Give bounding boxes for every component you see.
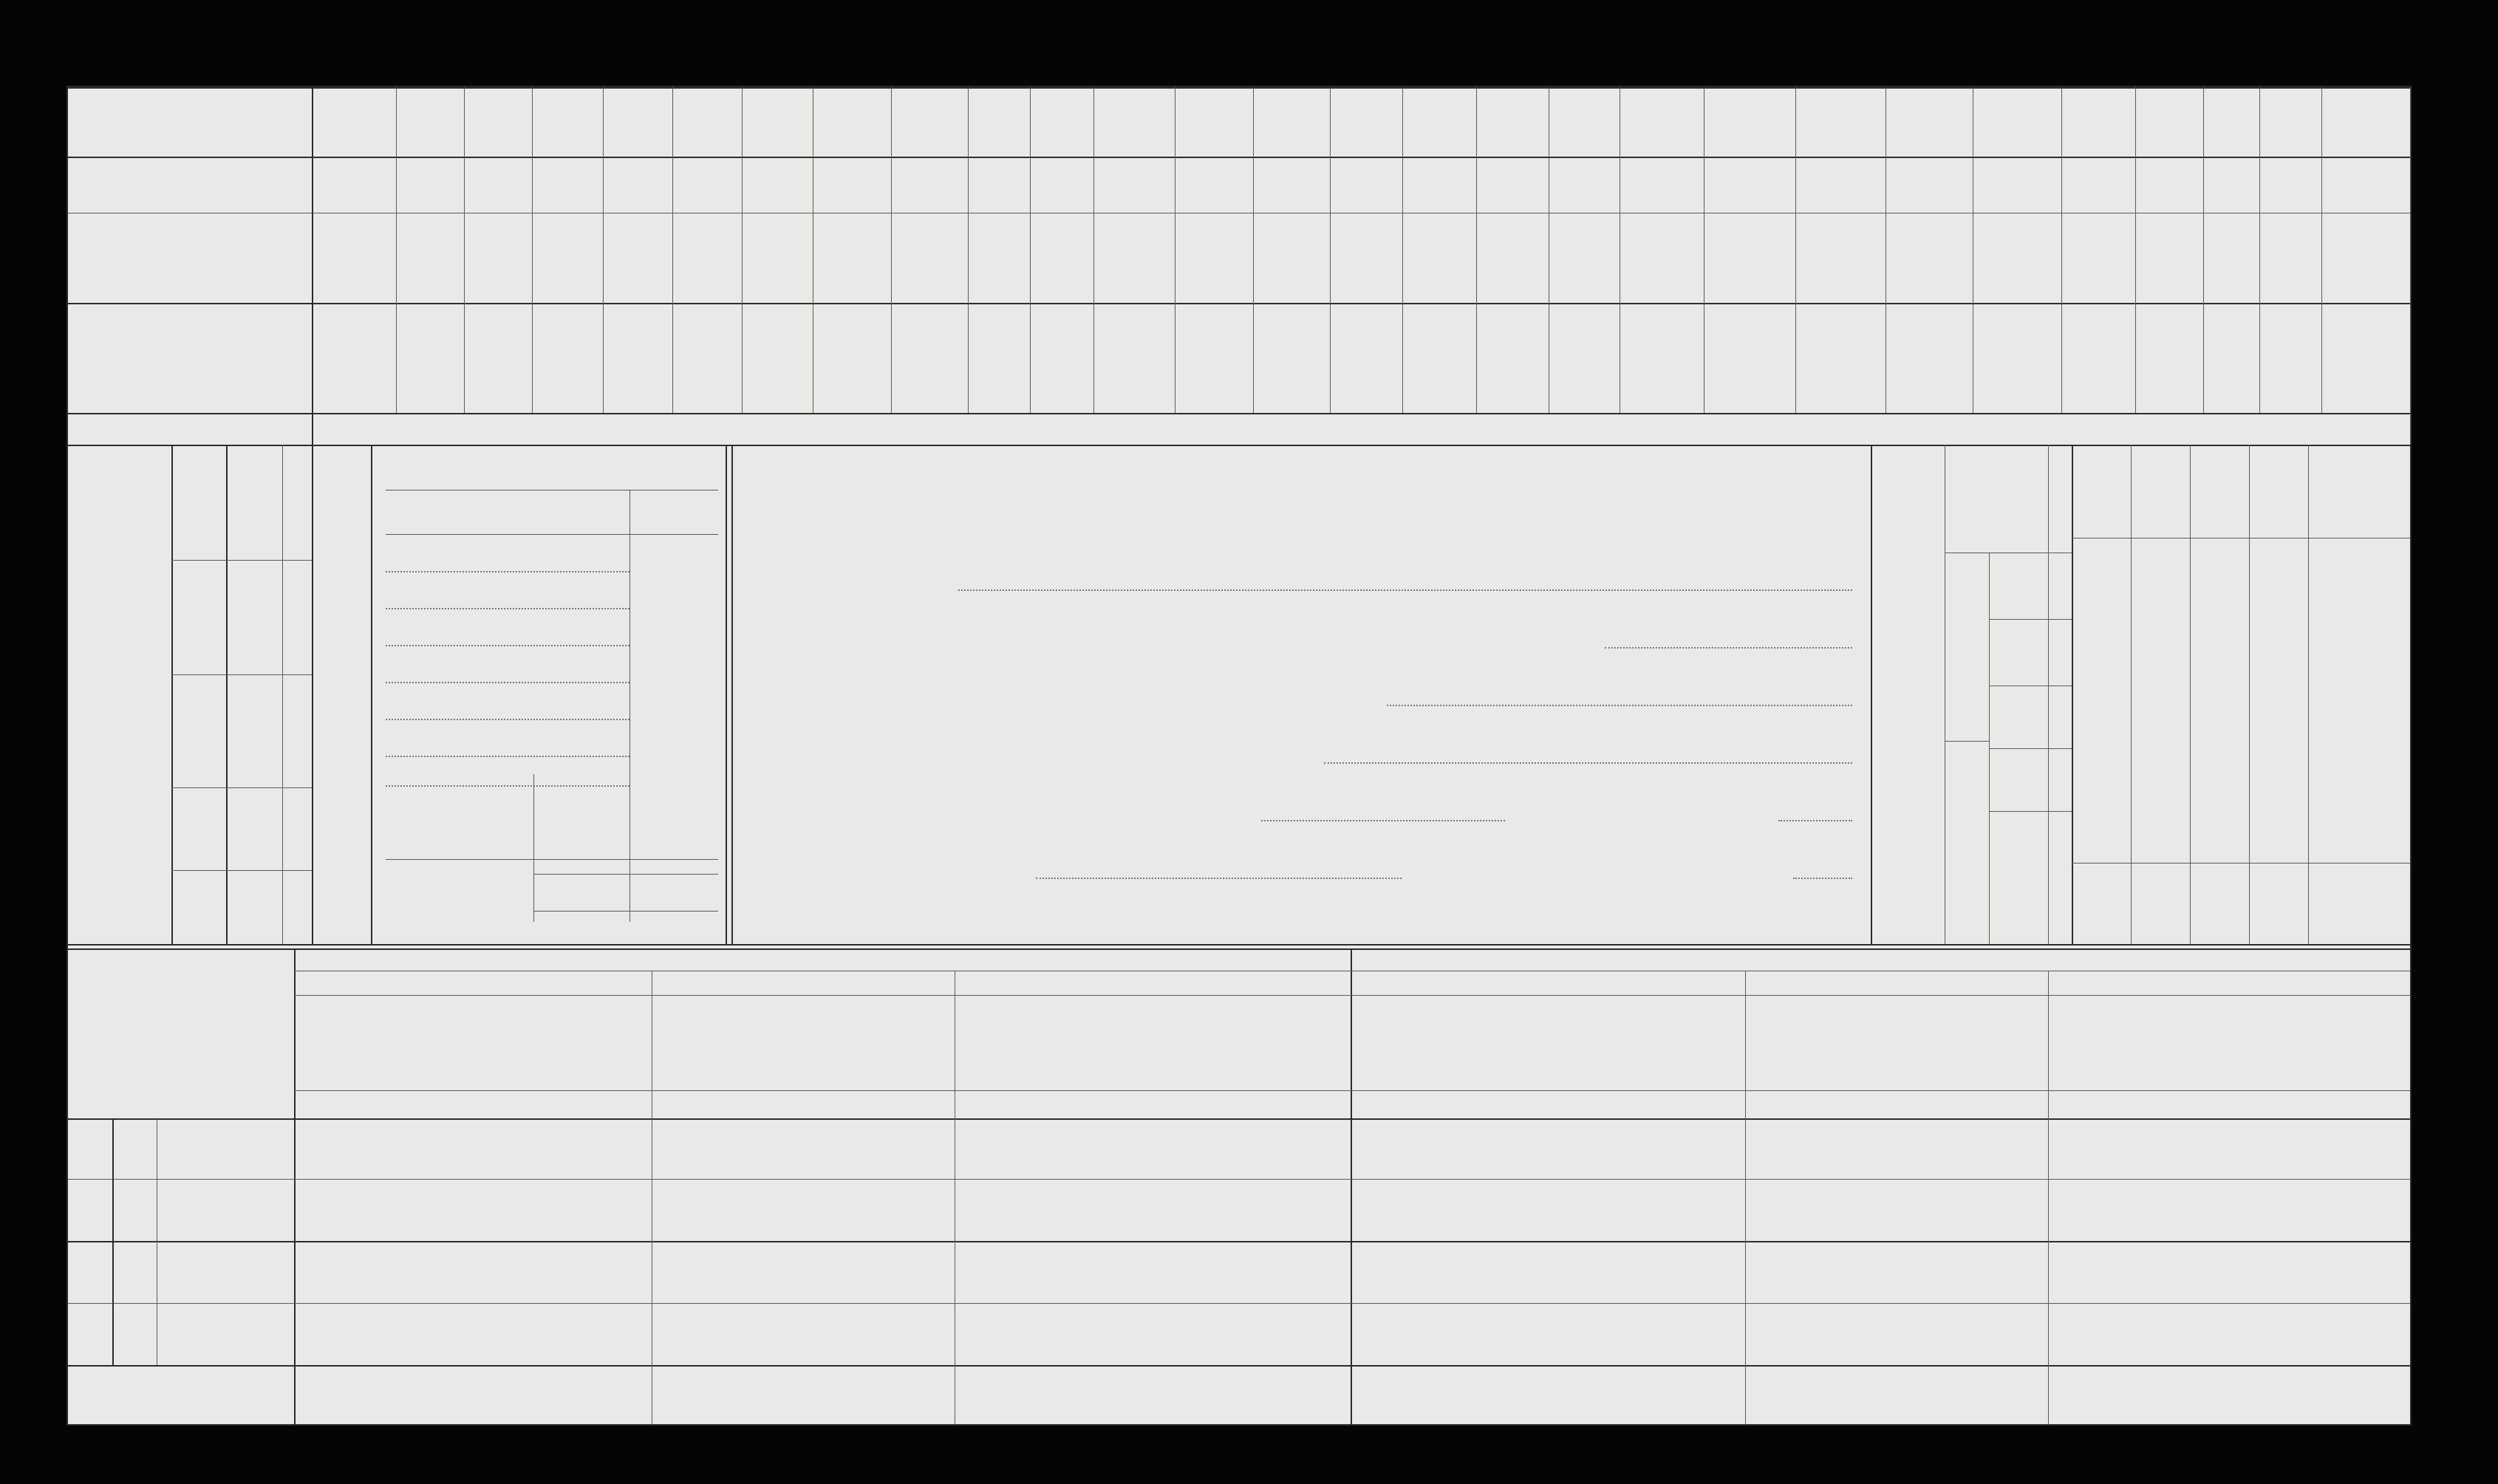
row-label-leased: [68, 174, 312, 191]
census-card-sheet: [68, 87, 2410, 1424]
crop-table: [68, 87, 2410, 445]
